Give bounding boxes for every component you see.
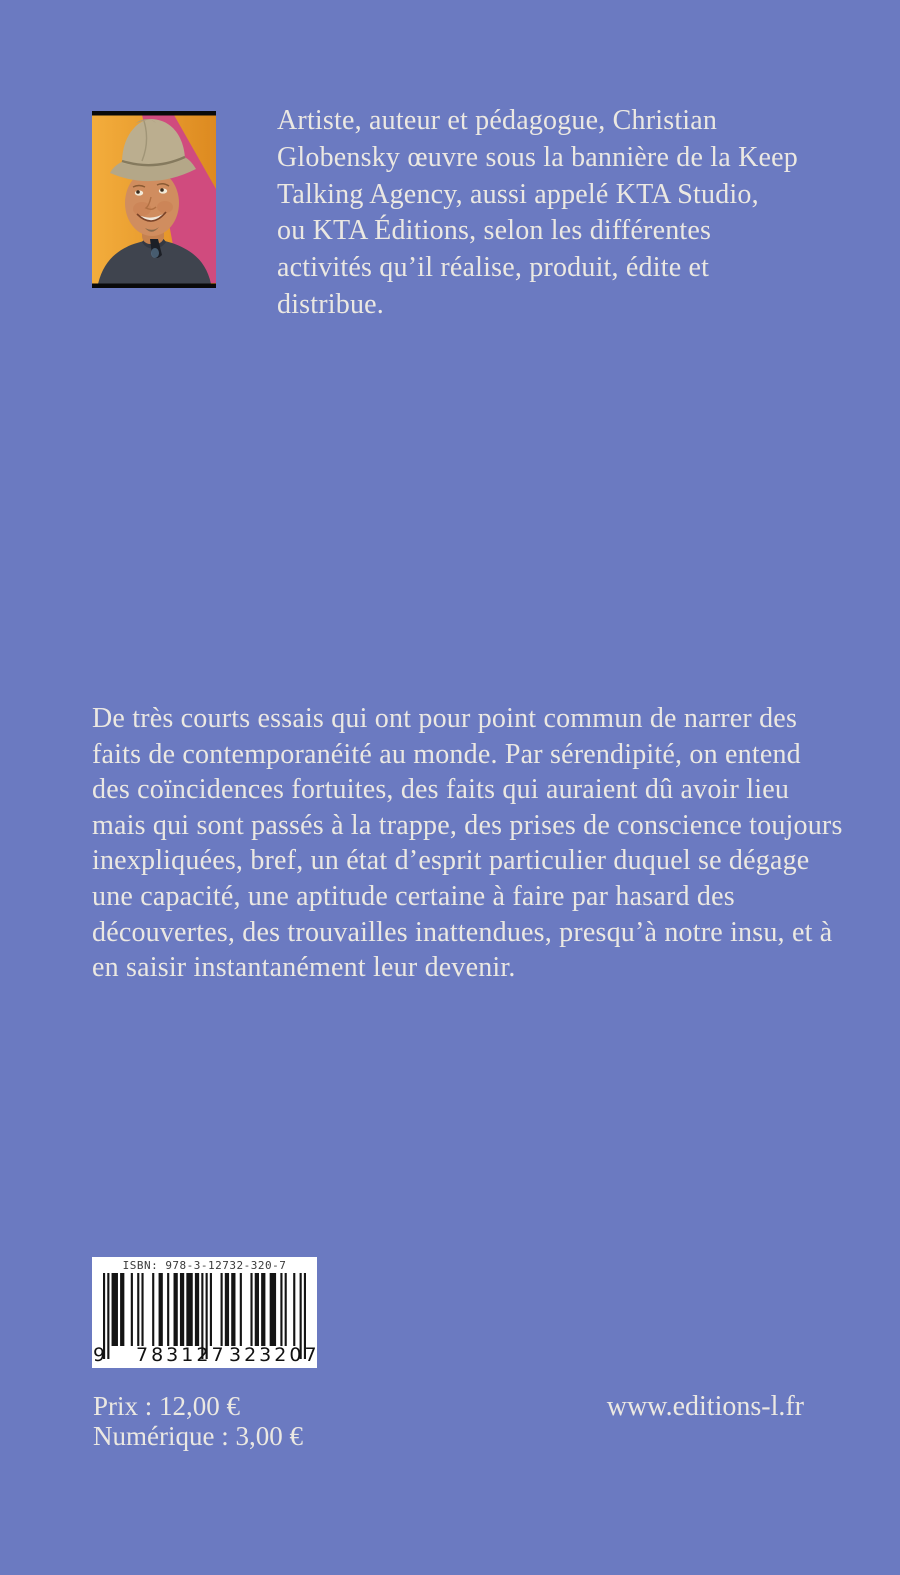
bio-line: Globensky œuvre sous la bannière de la Keep	[277, 141, 798, 173]
isbn-label: ISBN: 978-3-12732-320-7	[122, 1259, 287, 1272]
book-description	[92, 701, 843, 986]
barcode-digit-group: 9	[93, 1344, 109, 1366]
photo-top-bar	[92, 111, 216, 116]
author-bio	[277, 103, 817, 324]
description-line: inexpliquées, bref, un état d’esprit particulier duquel se dégage	[92, 845, 810, 877]
description-line: une capacité, une aptitude certaine à faire par hasard des	[92, 880, 735, 912]
bio-line: distribue.	[277, 288, 384, 320]
description-line: des coïncidences fortuites, des faits qui auraient dû avoir lieu	[92, 774, 790, 806]
bio-line: Talking Agency, aussi appelé KTA Studio,	[277, 178, 759, 210]
publisher-website: www.editions-l.fr	[606, 1391, 804, 1422]
description-line: faits de contemporanéité au monde. Par sérendipité, on entend	[92, 738, 801, 770]
barcode-digit-group: 323207	[229, 1344, 320, 1366]
author-photo	[92, 111, 216, 288]
barcode-digits	[92, 1344, 320, 1366]
price-block	[93, 1391, 303, 1451]
description-line: découvertes, des trouvailles inattendues, presqu’à notre insu, et à	[92, 916, 833, 948]
price-digital: Numérique : 3,00 €	[93, 1421, 303, 1451]
bio-line: Artiste, auteur et pédagogue, Christian	[277, 105, 718, 136]
description-line: en saisir instantanément leur devenir.	[92, 952, 516, 984]
price-print: Prix : 12,00 €	[93, 1391, 241, 1421]
description-line: De très courts essais qui ont pour point commun de narrer des	[92, 703, 798, 734]
bio-line: activités qu’il réalise, produit, édite et	[277, 252, 710, 284]
barcode-digit-group: 783127	[136, 1344, 227, 1366]
description-line: mais qui sont passés à la trappe, des prises de conscience toujours	[92, 809, 843, 841]
photo-bottom-bar	[92, 284, 216, 289]
bio-line: ou KTA Éditions, selon les différentes	[277, 215, 712, 247]
barcode	[92, 1257, 320, 1368]
